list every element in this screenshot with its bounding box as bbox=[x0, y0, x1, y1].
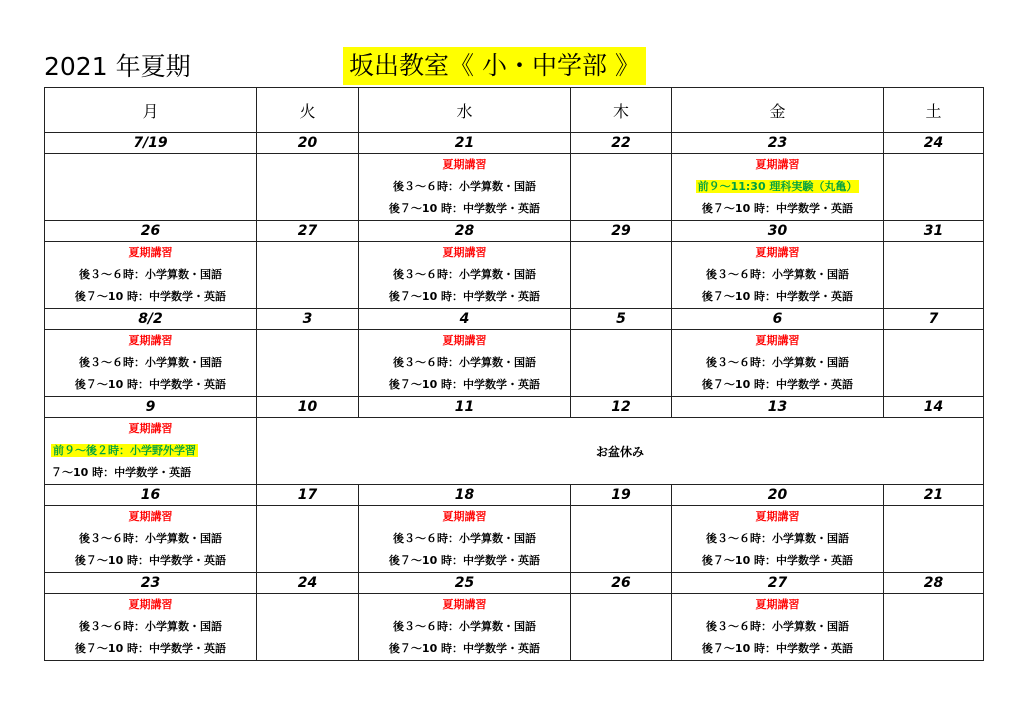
day-cell bbox=[45, 330, 257, 397]
content-row bbox=[45, 594, 984, 661]
elementary-session: 後３～６時：小学算数・国語 bbox=[706, 356, 849, 369]
day-cell-empty bbox=[571, 506, 672, 573]
date-cell: 14 bbox=[884, 397, 984, 418]
elementary-session: 後３～６時：小学算数・国語 bbox=[79, 532, 222, 545]
day-cell bbox=[45, 506, 257, 573]
date-cell: 26 bbox=[571, 573, 672, 594]
science-experiment-session: 前９～11:30 理科実験（丸亀） bbox=[697, 180, 858, 193]
date-cell: 12 bbox=[571, 397, 672, 418]
date-cell: 13 bbox=[672, 397, 884, 418]
day-cell-empty bbox=[257, 242, 359, 309]
course-label: 夏期講習 bbox=[755, 158, 800, 171]
date-cell: 6 bbox=[672, 309, 884, 330]
date-cell: 8/2 bbox=[45, 309, 257, 330]
weekday-wed: 水 bbox=[359, 88, 571, 133]
date-cell: 23 bbox=[672, 133, 884, 154]
day-cell bbox=[672, 154, 884, 221]
day-cell-empty bbox=[571, 242, 672, 309]
date-cell: 9 bbox=[45, 397, 257, 418]
date-cell: 27 bbox=[257, 221, 359, 242]
elementary-session: 後３～６時：小学算数・国語 bbox=[706, 532, 849, 545]
junior-session: 後７～10 時：中学数学・英語 bbox=[701, 290, 854, 303]
course-label: 夏期講習 bbox=[442, 158, 487, 171]
day-cell bbox=[359, 154, 571, 221]
day-cell-empty bbox=[884, 154, 984, 221]
content-row bbox=[45, 506, 984, 573]
elementary-session: 後３～６時：小学算数・国語 bbox=[79, 268, 222, 281]
date-cell: 21 bbox=[884, 485, 984, 506]
junior-session: 後７～10 時：中学数学・英語 bbox=[701, 202, 854, 215]
day-cell-empty bbox=[571, 594, 672, 661]
junior-session: 後７～10 時：中学数学・英語 bbox=[701, 554, 854, 567]
course-label: 夏期講習 bbox=[442, 510, 487, 523]
day-cell-empty bbox=[884, 594, 984, 661]
date-cell: 23 bbox=[45, 573, 257, 594]
course-label: 夏期講習 bbox=[442, 598, 487, 611]
course-label: 夏期講習 bbox=[128, 598, 173, 611]
day-cell-empty bbox=[257, 594, 359, 661]
obon-holiday-cell: お盆休み bbox=[257, 418, 984, 485]
elementary-session: 後３～６時：小学算数・国語 bbox=[393, 180, 536, 193]
content-row bbox=[45, 154, 984, 221]
weekday-fri: 金 bbox=[672, 88, 884, 133]
junior-session: 後７～10 時：中学数学・英語 bbox=[388, 202, 541, 215]
date-cell: 28 bbox=[359, 221, 571, 242]
date-row bbox=[45, 133, 984, 154]
elementary-session: 後３～６時：小学算数・国語 bbox=[706, 620, 849, 633]
date-cell: 29 bbox=[571, 221, 672, 242]
date-cell: 7/19 bbox=[45, 133, 257, 154]
junior-session: 後７～10 時：中学数学・英語 bbox=[388, 642, 541, 655]
date-cell: 25 bbox=[359, 573, 571, 594]
junior-session: 後７～10 時：中学数学・英語 bbox=[701, 642, 854, 655]
elementary-session: 後３～６時：小学算数・国語 bbox=[393, 620, 536, 633]
day-cell-empty bbox=[884, 506, 984, 573]
date-cell: 27 bbox=[672, 573, 884, 594]
weekday-thu: 木 bbox=[571, 88, 672, 133]
date-cell: 20 bbox=[672, 485, 884, 506]
day-cell bbox=[672, 242, 884, 309]
elementary-session: 後３～６時：小学算数・国語 bbox=[393, 356, 536, 369]
junior-session: 後７～10 時：中学数学・英語 bbox=[74, 554, 227, 567]
junior-session: 後７～10 時：中学数学・英語 bbox=[701, 378, 854, 391]
course-label: 夏期講習 bbox=[755, 246, 800, 259]
day-cell-empty bbox=[257, 330, 359, 397]
date-cell: 4 bbox=[359, 309, 571, 330]
weekday-mon: 月 bbox=[45, 88, 257, 133]
junior-session: 後７～10 時：中学数学・英語 bbox=[74, 378, 227, 391]
date-cell: 26 bbox=[45, 221, 257, 242]
date-row bbox=[45, 221, 984, 242]
junior-session: 後７～10 時：中学数学・英語 bbox=[388, 378, 541, 391]
day-cell bbox=[672, 330, 884, 397]
weekday-tue: 火 bbox=[257, 88, 359, 133]
course-label: 夏期講習 bbox=[442, 334, 487, 347]
date-cell: 19 bbox=[571, 485, 672, 506]
weekday-sat: 土 bbox=[884, 88, 984, 133]
content-row bbox=[45, 330, 984, 397]
course-label: 夏期講習 bbox=[755, 510, 800, 523]
day-cell-empty bbox=[571, 330, 672, 397]
elementary-session: 後３～６時：小学算数・国語 bbox=[706, 268, 849, 281]
elementary-session: 後３～６時：小学算数・国語 bbox=[79, 356, 222, 369]
day-cell bbox=[45, 418, 257, 485]
day-cell bbox=[672, 506, 884, 573]
date-cell: 30 bbox=[672, 221, 884, 242]
day-cell bbox=[45, 242, 257, 309]
day-cell-empty bbox=[884, 330, 984, 397]
date-row bbox=[45, 397, 984, 418]
date-cell: 5 bbox=[571, 309, 672, 330]
content-row bbox=[45, 418, 984, 485]
day-cell bbox=[359, 242, 571, 309]
weekday-header-row bbox=[45, 88, 984, 133]
day-cell bbox=[45, 594, 257, 661]
content-row bbox=[45, 242, 984, 309]
date-cell: 22 bbox=[571, 133, 672, 154]
date-row bbox=[45, 309, 984, 330]
date-cell: 31 bbox=[884, 221, 984, 242]
junior-session: 後７～10 時：中学数学・英語 bbox=[74, 290, 227, 303]
date-cell: 7 bbox=[884, 309, 984, 330]
day-cell-empty bbox=[257, 154, 359, 221]
day-cell bbox=[359, 594, 571, 661]
date-row bbox=[45, 573, 984, 594]
date-cell: 20 bbox=[257, 133, 359, 154]
date-cell: 16 bbox=[45, 485, 257, 506]
date-cell: 21 bbox=[359, 133, 571, 154]
date-cell: 28 bbox=[884, 573, 984, 594]
course-label: 夏期講習 bbox=[128, 510, 173, 523]
junior-session: 後７～10 時：中学数学・英語 bbox=[388, 554, 541, 567]
course-label: 夏期講習 bbox=[755, 334, 800, 347]
day-cell-empty bbox=[884, 242, 984, 309]
course-label: 夏期講習 bbox=[128, 246, 173, 259]
page-year-label: 2021 年夏期 bbox=[44, 52, 191, 81]
page-title: 坂出教室《 小・中学部 》 bbox=[343, 47, 646, 85]
junior-session: 後７～10 時：中学数学・英語 bbox=[74, 642, 227, 655]
junior-session: ７～10 時：中学数学・英語 bbox=[51, 466, 192, 479]
elementary-session: 後３～６時：小学算数・国語 bbox=[79, 620, 222, 633]
date-cell: 3 bbox=[257, 309, 359, 330]
date-cell: 24 bbox=[884, 133, 984, 154]
day-cell bbox=[359, 330, 571, 397]
day-cell bbox=[672, 594, 884, 661]
date-cell: 18 bbox=[359, 485, 571, 506]
course-label: 夏期講習 bbox=[755, 598, 800, 611]
schedule-calendar bbox=[44, 87, 984, 661]
elementary-session: 後３～６時：小学算数・国語 bbox=[393, 532, 536, 545]
date-cell: 24 bbox=[257, 573, 359, 594]
date-row bbox=[45, 485, 984, 506]
course-label: 夏期講習 bbox=[442, 246, 487, 259]
day-cell-empty bbox=[571, 154, 672, 221]
junior-session: 後７～10 時：中学数学・英語 bbox=[388, 290, 541, 303]
day-cell bbox=[359, 506, 571, 573]
date-cell: 11 bbox=[359, 397, 571, 418]
elementary-session: 後３～６時：小学算数・国語 bbox=[393, 268, 536, 281]
day-cell-empty bbox=[45, 154, 257, 221]
course-label: 夏期講習 bbox=[128, 422, 173, 435]
course-label: 夏期講習 bbox=[128, 334, 173, 347]
outdoor-study-session: 前９～後２時：小学野外学習 bbox=[53, 444, 196, 457]
date-cell: 10 bbox=[257, 397, 359, 418]
day-cell-empty bbox=[257, 506, 359, 573]
date-cell: 17 bbox=[257, 485, 359, 506]
